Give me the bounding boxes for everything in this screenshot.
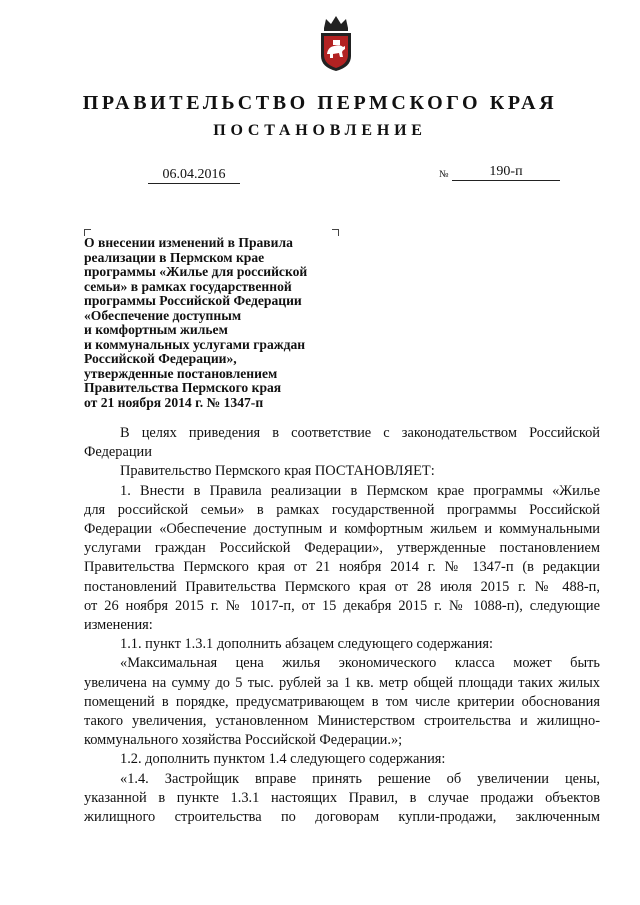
title-line: и коммунальных услугами граждан [84, 336, 306, 352]
document-type: ПОСТАНОВЛЕНИЕ [213, 122, 427, 139]
body-line: услугами граждан Российской Федерации», утвержденные постановлением [84, 540, 600, 557]
body-line: постановлений Правительства Пермского края от 28 июля 2015 г. № 488-п, [84, 578, 600, 595]
title-line: Правительства Пермского края [84, 380, 282, 395]
body-line: Федерации [84, 444, 152, 461]
title-line: от 21 ноября 2014 г. № 1347-п [84, 394, 264, 410]
title-line: утвержденные постановлением [84, 365, 278, 381]
body-line: от 26 ноября 2015 г. № 1017-п, от 15 декабря 2015 г. № 1088-п), следующие [84, 597, 600, 614]
body-line: помещений в порядке, предусматривающем в том числе критерии обоснования [84, 693, 600, 710]
title-line: семьи» в рамках государственной [84, 278, 292, 294]
title-line: программы Российской Федерации [84, 293, 302, 308]
body-line: 1. Внести в Правила реализации в Пермском крае программы «Жилье [120, 482, 600, 499]
body-line: В целях приведения в соответствие с законодательством Российской [120, 425, 600, 441]
body-line: коммунального хозяйства Российской Федерации.»; [84, 732, 403, 749]
title-line: «Обеспечение доступным [84, 307, 242, 323]
body-line: Правительство Пермского края ПОСТАНОВЛЯЕТ: [120, 463, 435, 480]
document-date: 06.04.2016 [148, 166, 240, 184]
document-title [84, 236, 354, 410]
body-line: указанной в пункте 1.3.1 настоящих Правил, в случае продажи объектов [84, 789, 600, 806]
title-line: О внесении изменений в Правила [84, 235, 293, 250]
document-body [84, 424, 600, 827]
title-corner-right [332, 229, 339, 236]
body-line: для российской семьи» в рамках государственной программы Российской [84, 501, 600, 518]
body-line: такого увеличения, установленном Министерством строительства и жилищно- [84, 713, 600, 730]
body-line: «1.4. Застройщик вправе принять решение об увеличении цены, [120, 770, 600, 787]
title-line: реализации в Пермском крае [84, 249, 265, 265]
body-line: 1.1. пункт 1.3.1 дополнить абзацем следующего содержания: [120, 636, 493, 653]
body-line: Правительства Пермского края от 21 ноября 2014 г. № 1347-п (в редакции [84, 559, 600, 576]
body-line: увеличена на сумму до 5 тыс. рублей за 1 кв. метр общей площади таких жилых [84, 674, 600, 691]
body-line: «Максимальная цена жилья экономического класса может быть [120, 655, 600, 672]
body-line: Федерации «Обеспечение доступным и комфортным жильем и коммунальными [84, 521, 600, 538]
body-line: изменения: [84, 617, 153, 634]
body-line: жилищного строительства по договорам купли-продажи, заключенным [84, 809, 600, 826]
government-name: ПРАВИТЕЛЬСТВО ПЕРМСКОГО КРАЯ [82, 92, 558, 114]
number-label: № [439, 169, 449, 180]
document-number: 190-п [452, 163, 560, 181]
perm-krai-coat-of-arms-icon [316, 14, 356, 72]
title-line: Российской Федерации», [84, 351, 237, 366]
body-line: 1.2. дополнить пунктом 1.4 следующего содержания: [120, 751, 446, 768]
title-line: и комфортным жильем [84, 322, 228, 337]
title-line: программы «Жилье для российской [84, 264, 308, 279]
